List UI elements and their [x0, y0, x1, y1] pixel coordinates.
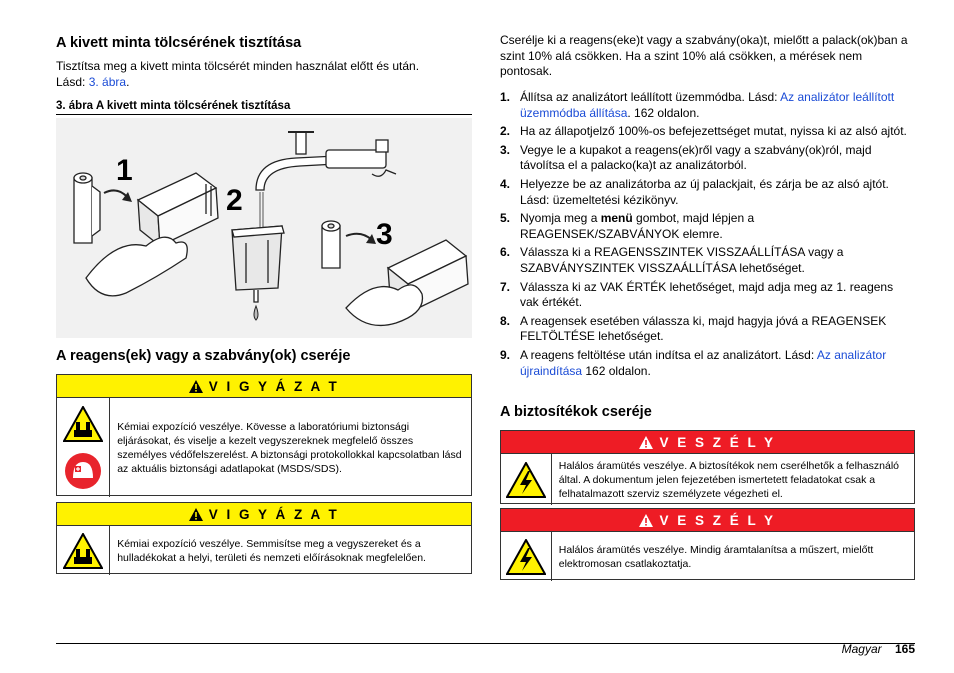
list-item: 9. A reagens feltöltése után indítsa el az analizátort. Lásd: Az analizátor újraindítása 162 oldalon.	[500, 348, 887, 378]
warning-triangle-icon	[189, 508, 203, 521]
figure-caption: 3. ábra A kivett minta tölcsérének tisztítása	[56, 100, 472, 115]
restart-analyzer-link[interactable]: Az analizátor újraindítása	[520, 348, 887, 378]
danger-notice-1	[500, 430, 915, 504]
reagent-intro-text: Cserélje ki a reagens(eke)t vagy a szabvány(oka)t, mielőtt a palack(ok)ban a szint 10% alá csökken. Ha a szint 10% alá csökken, a mérések nem pontosak.	[500, 33, 908, 78]
section-text-funnel-cleaning: Tisztítsa meg a kivett minta tölcsérét minden használat előtt és után. Lásd: 3. ábra.	[56, 59, 420, 89]
caution-notice-1	[56, 374, 472, 496]
protective-equipment-icon	[64, 452, 102, 490]
section-title-funnel-cleaning: A kivett minta tölcsérének tisztítása	[56, 35, 302, 51]
list-item: 7. Válassza ki az VAK ÉRTÉK lehetőséget, majd adja meg az 1. reagens vak értékét.	[500, 279, 894, 310]
list-item: 4. Helyezze be az analizátorba az új palackjait, és zárja be az alsó ajtót. Lásd: üzemeltetési kézikönyv.	[500, 177, 889, 207]
list-item: 8. A reagensek esetében válassza ki, majd hagyja jóvá a REAGENSEK FELTÖLTÉSE lehetőséget.	[500, 313, 887, 344]
footer-language: Magyar	[841, 642, 882, 656]
danger-header: V E S Z É L Y	[501, 431, 914, 454]
caution-header: V I G Y Á Z A T	[57, 375, 471, 398]
funnel-cleaning-figure	[56, 118, 472, 338]
list-item: 1. Állítsa az analizátort leállított üzemmódba. Lásd: Az analizátor leállított üzemmódba állítása. 162 oldalon.	[500, 90, 895, 120]
warning-triangle-icon	[189, 380, 203, 393]
step-number-2: 2	[226, 184, 243, 217]
list-item: 6. Válassza ki a REAGENSSZINTEK VISSZAÁLLÍTÁSA vagy a SZABVÁNYSZINTEK VISSZAÁLLÍTÁSA lehetőséget.	[500, 245, 844, 275]
danger-notice-2	[500, 508, 915, 580]
figure-3-link[interactable]: 3. ábra	[88, 74, 127, 89]
page-footer	[842, 642, 915, 656]
electrical-hazard-icon	[506, 462, 546, 498]
danger-header: V E S Z É L Y	[501, 509, 914, 532]
page-number: 165	[894, 642, 915, 656]
reagent-steps-list	[500, 90, 915, 382]
shutdown-mode-link[interactable]: Az analizátor leállított üzemmódba állítása	[520, 90, 895, 120]
section-title-fuse-replacement: A biztosítékok cseréje	[500, 404, 652, 420]
danger-text-2: Halálos áramütés veszélye. Mindig áramtalanítsa a műszert, mielőtt elektromosan csatlakoztatja.	[558, 543, 874, 570]
chemical-hazard-icon	[63, 406, 103, 442]
step-number-3: 3	[376, 218, 393, 251]
caution-header: V I G Y Á Z A T	[57, 503, 471, 526]
caution-text-1: Kémiai expozíció veszélye. Kövesse a laboratóriumi biztonsági eljárásokat, és viselje a kezelt vegyszereknek megfelelő összes személyes védőfelszerelést. A biztonsági protokollokkal kapcsolatban lásd az aktuális biztonsági adatlapokat (MSDS/SDS).	[117, 420, 462, 475]
caution-text-2: Kémiai expozíció veszélye. Semmisítse meg a vegyszereket és a hulladékokat a helyi, területi és nemzeti előírásoknak megfelelően.	[117, 537, 426, 564]
electrical-hazard-icon	[506, 539, 546, 575]
caution-notice-2	[56, 502, 472, 574]
list-item: 5. Nyomja meg a menü gombot, majd lépjen a REAGENSEK/SZABVÁNYOK elemre.	[500, 211, 755, 241]
list-item: 2. Ha az állapotjelző 100%-os befejezettséget mutat, nyissa ki az alsó ajtót.	[500, 124, 907, 139]
warning-triangle-icon	[639, 514, 653, 527]
chemical-hazard-icon	[63, 533, 103, 569]
section-title-reagent-replacement: A reagens(ek) vagy a szabvány(ok) cseréje	[56, 348, 351, 364]
paper-roll-icon	[322, 221, 340, 268]
warning-triangle-icon	[639, 436, 653, 449]
step-number-1: 1	[116, 154, 133, 187]
footer-divider	[56, 643, 915, 644]
danger-text-1: Halálos áramütés veszélye. A biztosítékok nem cserélhetők a felhasználó által. A dokumentum jelen fejezetében ismertetett feladatokat csak a felhatalmazott szerviz személyzete végezheti el.	[558, 459, 900, 500]
list-item: 3. Vegye le a kupakot a reagens(ek)ről vagy a szabvány(ok)ról, majd távolítsa el a palacko(ka)t az analizátorból.	[500, 142, 872, 173]
